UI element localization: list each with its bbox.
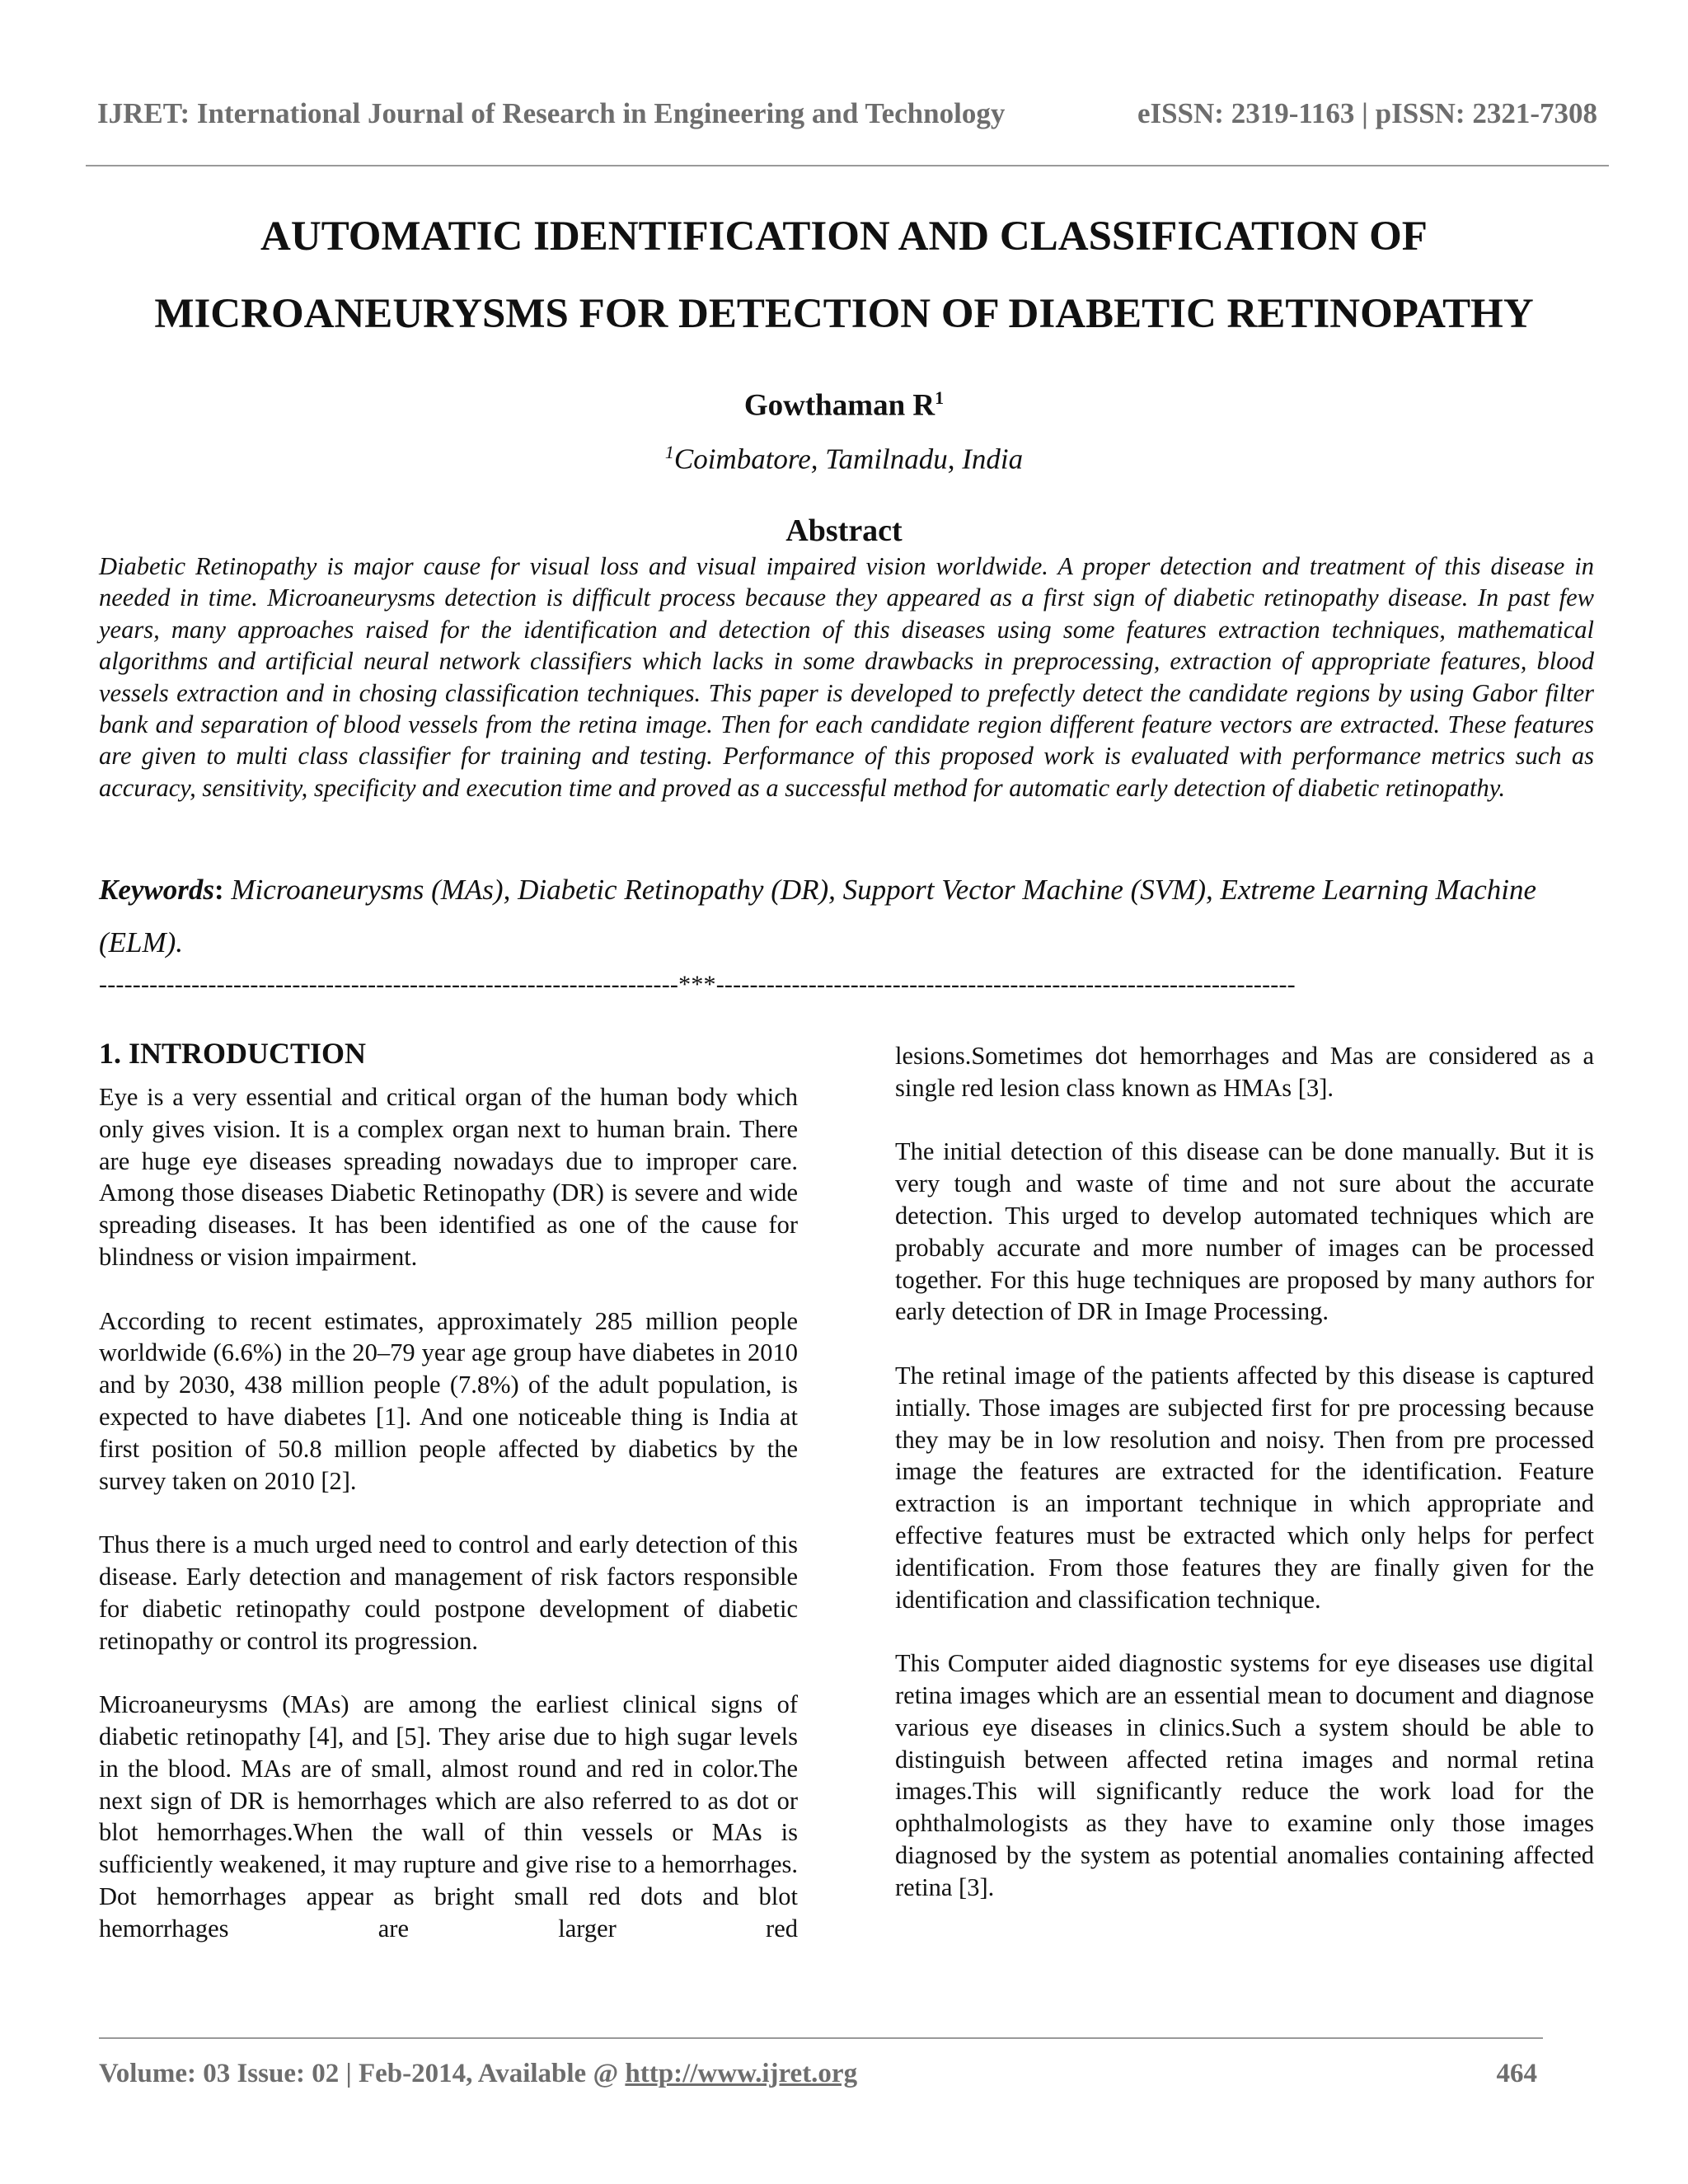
abstract-text: Diabetic Retinopathy is major cause for visual loss and visual impaired vision worldwide. A proper detection and treatment of this disease in needed in time. Microaneurysms detection is difficult process because they appeared as a first sign of diabetic retinopathy disease. In past few years, many approaches raised for the identification and detection of this diseases using some features extraction techniques, mathematical algorithms and artificial neural network classifiers which lacks in some drawbacks in preprocessing, extraction of appropriate features, blood vessels extraction and in chosing classification techniques. This paper is developed to prefectly detect the candidate regions by using Gabor filter bank and separation of blood vessels from the retina image. Then for each candidate region different feature vectors are extracted. These features are given to multi class classifier for training and testing. Performance of this proposed work is evaluated with performance metrics such as accuracy, sensitivity, specificity and execution time and proved as a successful method for automatic early detection of diabetic retinopathy. <box>99 552 1594 802</box>
keywords <box>99 864 1594 969</box>
footer-divider <box>99 2037 1543 2039</box>
affiliation <box>0 442 1688 476</box>
paragraph: Microaneurysms (MAs) are among the earliest clinical signs of diabetic retinopathy [4], and [5]. They arise due to high sugar levels in the blood. MAs are of small, almost round and red in color.The next sign of DR is hemorrhages which are also referred to as dot or blot hemorrhages.When the wall of thin vessels or MAs is sufficiently weakened, it may rupture and give rise to a hemorrhages. Dot hemorrhages appear as bright small red dots and blot hemorrhages are larger red <box>99 1690 798 1943</box>
author-sup: 1 <box>935 387 945 408</box>
page-number: 464 <box>1496 2059 1537 2088</box>
header-divider <box>86 165 1609 166</box>
keywords-text: Microaneurysms (MAs), Diabetic Retinopathy (DR), Support Vector Machine (SVM), Extreme Learning Machine (ELM). <box>99 874 1537 958</box>
journal-name: IJRET: International Journal of Research in Engineering and Technology <box>97 97 1006 129</box>
affiliation-text: Coimbatore, Tamilnadu, India <box>673 443 1024 476</box>
keywords-label: Keywords: <box>99 874 224 906</box>
running-header <box>97 97 1597 130</box>
paper-title <box>82 198 1606 353</box>
section-separator: ---------------------------------------------------------------------***--------------------------------------------------------------------- <box>99 971 1296 998</box>
author <box>0 387 1688 423</box>
author-name: Gowthaman R <box>743 388 935 423</box>
section-heading-introduction: 1. INTRODUCTION <box>99 1037 367 1070</box>
title-line-1: AUTOMATIC IDENTIFICATION AND CLASSIFICATION OF <box>260 213 1428 260</box>
footer-volume: Volume: 03 Issue: 02 | Feb-2014, Available @ http://www.ijret.org <box>99 2059 858 2088</box>
issn: eISSN: 2319-1163 | pISSN: 2321-7308 <box>1137 97 1597 129</box>
paragraph: Eye is a very essential and critical organ of the human body which only gives vision. It is a complex organ next to human brain. There are huge eye diseases spreading nowadays due to improper care. Among those diseases Diabetic Retinopathy (DR) is severe and wide spreading diseases. It has been identified as one of the cause for blindness or vision impairment. <box>99 1083 798 1271</box>
running-footer <box>99 2059 1537 2089</box>
title-line-2: MICROANEURYSMS FOR DETECTION OF DIABETIC RETINOPATHY <box>154 291 1534 337</box>
paragraph: The initial detection of this disease can be done manually. But it is very tough and waste of time and not sure about the accurate detection. This urged to develop automated techniques which are probably accurate and more number of images can be processed together. For this huge techniques are proposed by many authors for early detection of DR in Image Processing. <box>895 1137 1594 1326</box>
paragraph: lesions.Sometimes dot hemorrhages and Mas are considered as a single red lesion class known as HMAs [3]. <box>895 1042 1594 1102</box>
journal-link[interactable]: http://www.ijret.org <box>625 2059 858 2088</box>
affiliation-sup: 1 <box>664 442 674 462</box>
paragraph: According to recent estimates, approximately 285 million people worldwide (6.6%) in the 20–79 year age group have diabetes in 2010 and by 2030, 438 million people (7.8%) of the adult population, is expected to have diabetes [1]. And one noticeable thing is India at first position of 50.8 million people affected by diabetics by the survey taken on 2010 [2]. <box>99 1306 798 1495</box>
right-column <box>895 1040 1594 1935</box>
paragraph: This Computer aided diagnostic systems for eye diseases use digital retina images which are an essential mean to document and diagnose various eye diseases in clinics.Such a system should be able to distinguish between affected retina images and normal retina images.This will significantly reduce the work load for the ophthalmologists as they have to examine only those images diagnosed by the system as potential anomalies containing affected retina [3]. <box>895 1649 1594 1901</box>
paragraph: The retinal image of the patients affected by this disease is captured intially. Those images are subjected first for pre processing because they may be in low resolution and noisy. Then from pre processed image the features are extracted for the identification. Feature extraction is an important technique in which appropriate and effective features must be extracted which only helps for perfect identification. From those features they are finally given for the identification and classification technique. <box>895 1361 1594 1614</box>
left-column <box>99 1035 798 1976</box>
paragraph: Thus there is a much urged need to control and early detection of this disease. Early detection and management of risk factors responsible for diabetic retinopathy could postpone development of diabetic retinopathy or control its progression. <box>99 1530 798 1655</box>
abstract-heading: Abstract <box>785 513 903 548</box>
